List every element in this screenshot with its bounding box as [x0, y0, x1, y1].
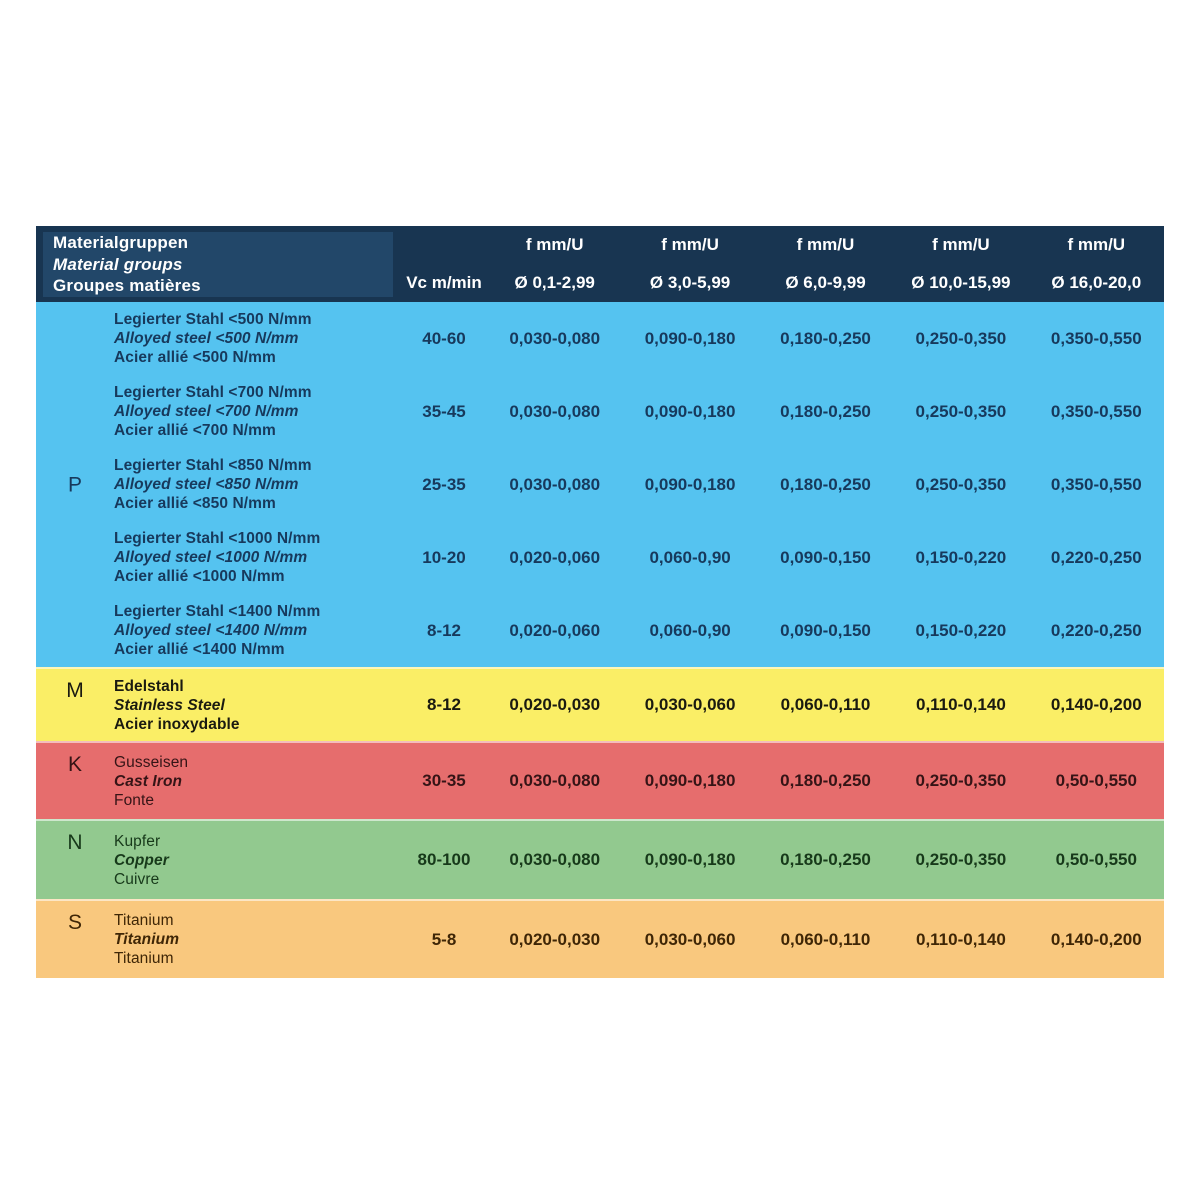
feed-value: 0,250-0,350	[915, 401, 1007, 421]
material-group-section	[36, 741, 1164, 819]
material-row	[36, 821, 1164, 899]
vc-value: 40-60	[422, 328, 466, 348]
material-row	[36, 375, 1164, 448]
material-name-en: Alloyed steel <700 N/mm	[114, 403, 299, 420]
material-name-fr: Acier allié <1000 N/mm	[114, 568, 285, 585]
material-group-section	[36, 302, 1164, 667]
feed-value: 0,110-0,140	[915, 695, 1006, 714]
material-group-section	[36, 899, 1164, 978]
materials-title-fr: Groupes matières	[53, 276, 201, 296]
material-name-en: Alloyed steel <1000 N/mm	[114, 549, 308, 566]
material-names	[114, 521, 401, 594]
material-name-de: Legierter Stahl <850 N/mm	[114, 457, 312, 474]
material-name-fr: Fonte	[114, 791, 155, 809]
feed-column-header	[622, 226, 757, 302]
feed-value: 0,090-0,180	[644, 474, 736, 494]
material-row	[36, 448, 1164, 521]
material-name-de: Legierter Stahl <700 N/mm	[114, 384, 312, 401]
material-group-rows	[36, 669, 1164, 741]
feed-value: 0,220-0,250	[1050, 620, 1142, 640]
material-names	[114, 821, 401, 899]
feed-value: 0,060-0,110	[780, 695, 871, 714]
feed-value: 0,180-0,250	[780, 771, 871, 790]
feed-value: 0,030-0,080	[509, 401, 601, 421]
letter-column-spacer	[36, 521, 114, 594]
material-name-de: Legierter Stahl <1000 N/mm	[114, 530, 321, 547]
material-name-de: Kupfer	[114, 832, 161, 850]
material-names	[114, 669, 401, 741]
feed-value: 0,090-0,150	[780, 620, 871, 640]
material-name-fr: Titanium	[114, 950, 174, 967]
material-group-letter: N	[67, 831, 83, 854]
feed-value: 0,50-0,550	[1055, 771, 1137, 790]
feed-value: 0,250-0,350	[915, 771, 1007, 790]
feed-value: 0,150-0,220	[915, 620, 1007, 640]
vc-value: 8-12	[426, 620, 462, 640]
cutting-data-table	[36, 226, 1164, 978]
feed-diameter-label: Ø 16,0-20,0	[1051, 273, 1142, 292]
feed-value: 0,350-0,550	[1050, 474, 1142, 494]
material-name-fr: Acier allié <500 N/mm	[114, 349, 276, 366]
material-group-section	[36, 667, 1164, 741]
feed-diameter-label: Ø 6,0-9,99	[785, 273, 866, 292]
material-name-de: Edelstahl	[114, 677, 184, 695]
feed-value: 0,250-0,350	[915, 328, 1007, 348]
feed-value: 0,090-0,180	[644, 401, 736, 421]
material-row	[36, 669, 1164, 741]
feed-unit-label: f mm/U	[932, 235, 990, 254]
feed-unit-label: f mm/U	[1067, 235, 1126, 254]
feed-value: 0,250-0,350	[915, 850, 1007, 869]
letter-column-spacer	[36, 594, 114, 667]
material-names	[114, 901, 401, 978]
feed-value: 0,250-0,350	[915, 474, 1007, 494]
feed-value: 0,020-0,030	[509, 929, 601, 949]
feed-value: 0,140-0,200	[1050, 929, 1142, 949]
material-name-de: Legierter Stahl <1400 N/mm	[114, 603, 321, 620]
feed-value: 0,060-0,90	[649, 547, 731, 567]
material-row	[36, 302, 1164, 375]
feed-value: 0,030-0,080	[509, 328, 601, 348]
feed-value: 0,180-0,250	[780, 328, 871, 348]
feed-value: 0,110-0,140	[915, 929, 1006, 949]
vc-column-header: Vc m/min	[406, 273, 482, 292]
feed-value: 0,030-0,080	[509, 771, 601, 790]
vc-value: 80-100	[417, 850, 471, 869]
material-name-fr: Cuivre	[114, 870, 160, 888]
material-row	[36, 594, 1164, 667]
material-group-section	[36, 819, 1164, 899]
material-row	[36, 521, 1164, 594]
material-name-fr: Acier allié <700 N/mm	[114, 422, 276, 439]
material-group-rows	[36, 901, 1164, 978]
material-name-en: Cast Iron	[114, 772, 183, 790]
material-names	[114, 743, 401, 819]
vc-value: 5-8	[431, 929, 457, 949]
vc-value: 10-20	[422, 547, 466, 567]
material-name-fr: Acier allié <850 N/mm	[114, 495, 276, 512]
feed-column-header	[487, 226, 622, 302]
material-names	[114, 375, 401, 448]
material-name-en: Alloyed steel <500 N/mm	[114, 330, 299, 347]
feed-diameter-label: Ø 10,0-15,99	[911, 273, 1011, 292]
feed-value: 0,030-0,060	[644, 695, 736, 714]
material-names	[114, 594, 401, 667]
material-names	[114, 448, 401, 521]
material-name-de: Legierter Stahl <500 N/mm	[114, 311, 312, 328]
materials-title-de: Materialgruppen	[53, 233, 189, 253]
vc-value: 25-35	[422, 474, 466, 494]
feed-value: 0,090-0,180	[644, 771, 736, 790]
feed-value: 0,090-0,150	[780, 547, 871, 567]
feed-value: 0,030-0,060	[644, 929, 736, 949]
table-header	[36, 226, 1164, 302]
material-group-rows	[36, 743, 1164, 819]
feed-value: 0,030-0,080	[509, 850, 601, 869]
feed-value: 0,090-0,180	[644, 850, 736, 869]
feed-value: 0,030-0,080	[509, 474, 601, 494]
material-names	[114, 302, 401, 375]
feed-value: 0,180-0,250	[780, 474, 871, 494]
feed-value: 0,150-0,220	[915, 547, 1007, 567]
feed-column-header	[893, 226, 1028, 302]
material-name-en: Titanium	[114, 931, 180, 948]
feed-value: 0,020-0,060	[509, 547, 601, 567]
feed-unit-label: f mm/U	[525, 235, 584, 254]
material-group-letter: K	[67, 753, 82, 776]
material-group-letter: S	[67, 911, 82, 934]
feed-value: 0,020-0,060	[509, 620, 601, 640]
feed-column-header	[1029, 226, 1164, 302]
letter-column-spacer	[36, 375, 114, 448]
feed-value: 0,060-0,90	[649, 620, 731, 640]
vc-value: 8-12	[426, 695, 462, 714]
vc-value: 30-35	[422, 771, 466, 790]
material-group-letter: P	[67, 473, 82, 496]
feed-value: 0,220-0,250	[1050, 547, 1142, 567]
materials-title-box	[43, 232, 393, 297]
material-name-fr: Acier inoxydable	[114, 715, 240, 733]
material-row	[36, 901, 1164, 978]
feed-unit-label: f mm/U	[661, 235, 719, 254]
feed-value: 0,50-0,550	[1055, 850, 1137, 869]
feed-value: 0,180-0,250	[780, 850, 871, 869]
material-group-letter: M	[66, 679, 84, 702]
vc-value: 35-45	[422, 401, 466, 421]
feed-unit-label: f mm/U	[796, 235, 855, 254]
feed-value: 0,020-0,030	[509, 695, 601, 714]
material-group-rows	[36, 821, 1164, 899]
feed-column-header	[758, 226, 893, 302]
feed-diameter-label: Ø 3,0-5,99	[649, 273, 731, 292]
feed-diameter-label: Ø 0,1-2,99	[514, 273, 595, 292]
material-group-rows	[36, 302, 1164, 667]
material-name-en: Copper	[114, 851, 169, 869]
material-name-de: Titanium	[114, 912, 174, 929]
feed-value: 0,060-0,110	[780, 929, 871, 949]
material-row	[36, 743, 1164, 819]
material-name-en: Alloyed steel <850 N/mm	[114, 476, 299, 493]
materials-title-en: Material groups	[53, 254, 183, 274]
feed-value: 0,180-0,250	[780, 401, 871, 421]
feed-value: 0,350-0,550	[1050, 328, 1142, 348]
feed-value: 0,090-0,180	[644, 328, 736, 348]
feed-value: 0,140-0,200	[1050, 695, 1142, 714]
material-name-de: Gusseisen	[114, 753, 189, 771]
feed-value: 0,350-0,550	[1050, 401, 1142, 421]
letter-column-spacer	[36, 302, 114, 375]
material-name-fr: Acier allié <1400 N/mm	[114, 641, 285, 658]
material-name-en: Stainless Steel	[114, 696, 225, 714]
material-name-en: Alloyed steel <1400 N/mm	[114, 622, 308, 639]
material-groups	[36, 302, 1164, 978]
